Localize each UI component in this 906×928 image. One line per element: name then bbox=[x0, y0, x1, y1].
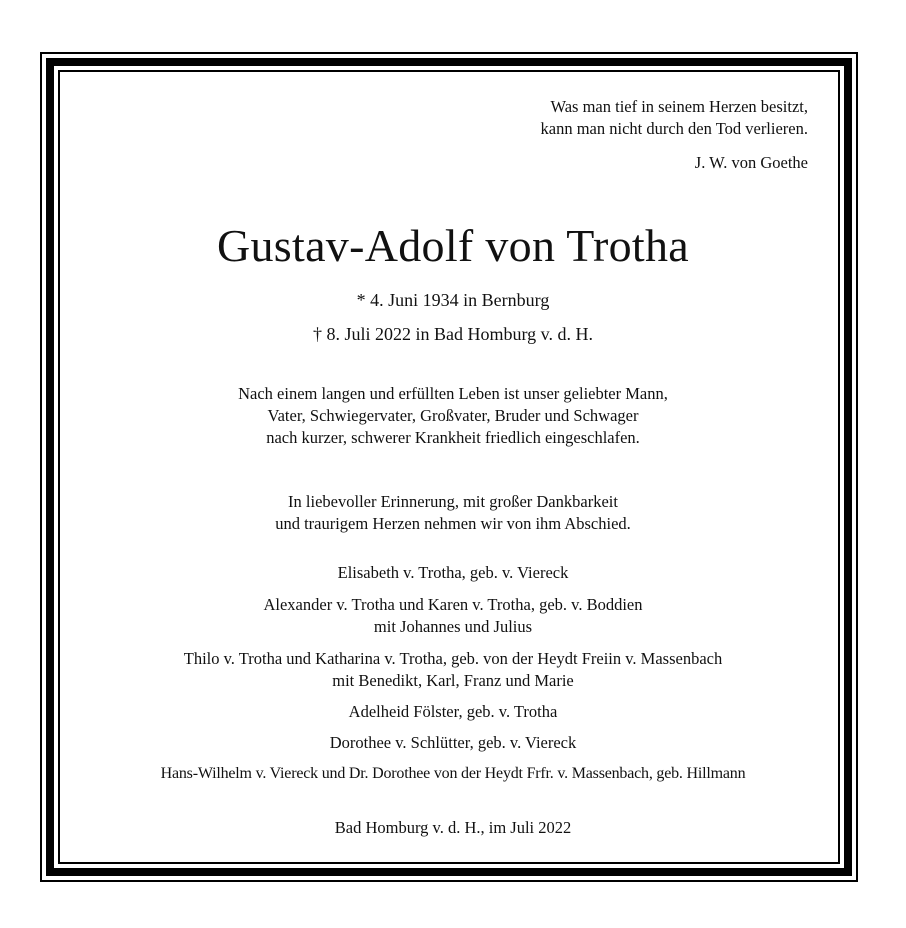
mourner-4: Adelheid Fölster, geb. v. Trotha bbox=[348, 702, 558, 721]
death-date: † 8. Juli 2022 in Bad Homburg v. d. H. bbox=[312, 324, 593, 344]
mourner-2: Alexander v. Trotha und Karen v. Trotha, geb. v. Boddien bbox=[263, 595, 643, 614]
quote-author: J. W. von Goethe bbox=[694, 153, 808, 172]
mourner-3: Thilo v. Trotha und Katharina v. Trotha, geb. von der Heydt Freiin v. Massenbach bbox=[183, 649, 723, 668]
mourner-1: Elisabeth v. Trotha, geb. v. Viereck bbox=[337, 563, 569, 582]
message-line-1: Nach einem langen und erfüllten Leben ist unser geliebter Mann, bbox=[238, 384, 668, 403]
mourner-6: Hans-Wilhelm v. Viereck und Dr. Dorothee von der Heydt Frfr. v. Massenbach, geb. Hillmann bbox=[160, 765, 746, 782]
birth-date: * 4. Juni 1934 in Bernburg bbox=[356, 290, 550, 310]
mourner-2-children: mit Johannes und Julius bbox=[373, 617, 533, 636]
farewell-line-1: In liebevoller Erinnerung, mit großer Dankbarkeit bbox=[288, 492, 618, 511]
message-line-3: nach kurzer, schwerer Krankheit friedlich eingeschlafen. bbox=[266, 428, 640, 447]
mourner-5: Dorothee v. Schlütter, geb. v. Viereck bbox=[329, 733, 577, 752]
place-and-date: Bad Homburg v. d. H., im Juli 2022 bbox=[334, 818, 572, 837]
quote-line-2: kann man nicht durch den Tod verlieren. bbox=[540, 119, 808, 138]
goethe-quote bbox=[541, 96, 809, 174]
deceased-name: Gustav-Adolf von Trotha bbox=[216, 220, 690, 271]
farewell-line-2: und traurigem Herzen nehmen wir von ihm Abschied. bbox=[275, 514, 631, 533]
mourner-3-children: mit Benedikt, Karl, Franz und Marie bbox=[332, 671, 574, 690]
message-line-2: Vater, Schwiegervater, Großvater, Bruder und Schwager bbox=[267, 406, 639, 425]
quote-line-1: Was man tief in seinem Herzen besitzt, bbox=[550, 97, 808, 116]
